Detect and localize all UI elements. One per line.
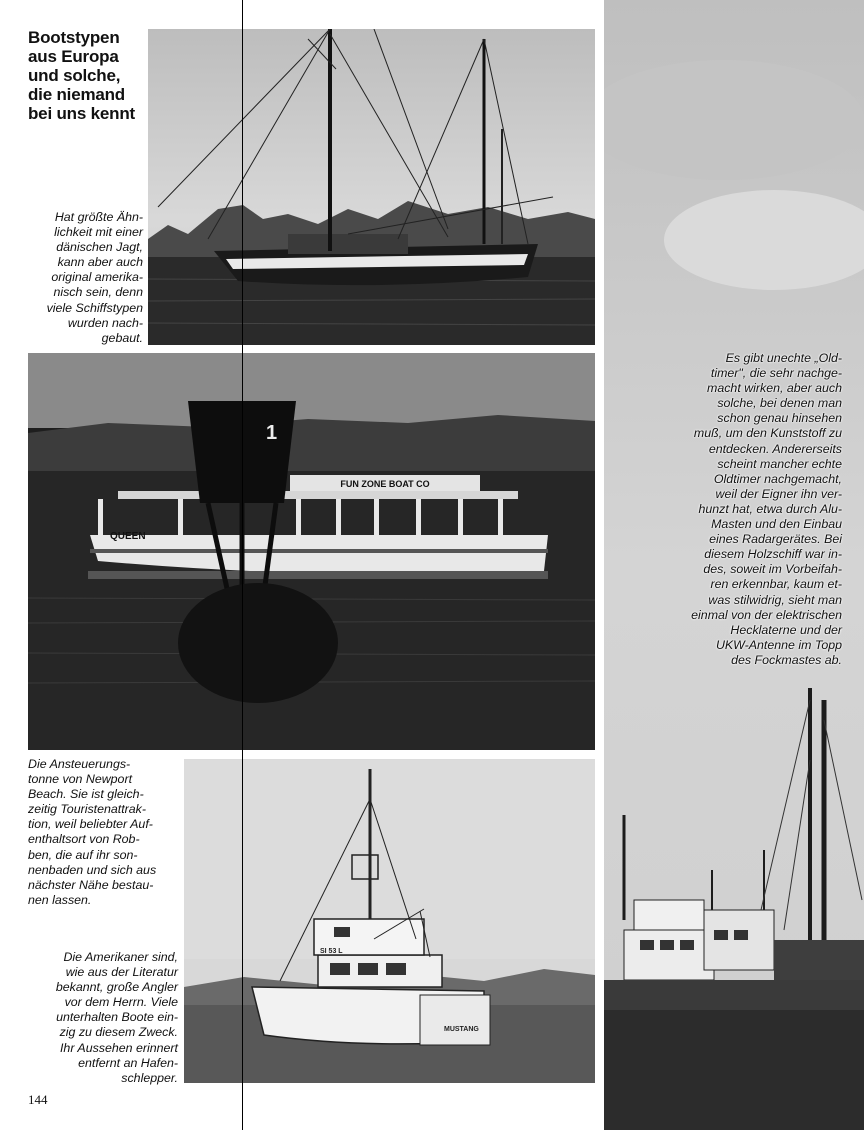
fishing-caption: Die Amerikaner sind, wie aus der Literatur bekannt, große Angler vor dem Herrn. Viele unterhalten Boote ein- zig zu diesem Zweck. Ihr Aussehen erinnert entfernt an Hafen- schlepper.: [55, 950, 178, 1085]
oldtimer-caption: Es gibt unechte „Old- timer", die sehr nachge- macht wirken, aber auch solche, bei denen man schon genau hinsehen muß, um den Kunststoff zu entdecken. Andererseits scheint mancher echte Oldtimer nachgemacht, weil der Eigner ihn ver- hunzt hat, etwa durch Alu- Masten und den Einbau eines Radargerätes. Bei diesem Holzschiff war in- des, soweit im Vorbeifah- ren erkennbar, kaum et- was stilwidrig, sieht man einmal von der elektrischen Hecklaterne und der UKW-Antenne im Topp des Fockmastes ab.: [691, 351, 842, 667]
buoy-caption: Die Ansteuerungs- tonne von Newport Beach. Sie ist gleich- zeitig Touristenattrak- tion, weil beliebter Auf- enthaltsort von Rob- ben, die auf ihr son- nenbaden und sich aus nächster Nähe bestau- nen lassen.: [28, 757, 157, 907]
sailboat-caption: Hat größte Ähn- lichkeit mit einer dänischen Jagt, kann aber auch original amerika- nisch sein, denn viele Schiffstypen wurden nach- gebaut.: [46, 210, 143, 345]
fishing-boat-photo: [184, 759, 595, 1083]
buoy-number: 1: [266, 422, 278, 444]
ferry-name: QUEEN: [110, 531, 146, 542]
buoy-photo: [28, 353, 595, 750]
sailboat-photo: [148, 29, 595, 345]
fishing-name: MUSTANG: [444, 1026, 479, 1033]
headline: Bootstypen aus Europa und solche, die niemand bei uns kennt: [28, 28, 135, 123]
ferry-sign: FUN ZONE BOAT CO: [340, 479, 430, 489]
page-number: 144: [28, 1092, 48, 1107]
gutter-line: [242, 0, 243, 1130]
fishing-reg: SI 53 L: [320, 948, 343, 955]
